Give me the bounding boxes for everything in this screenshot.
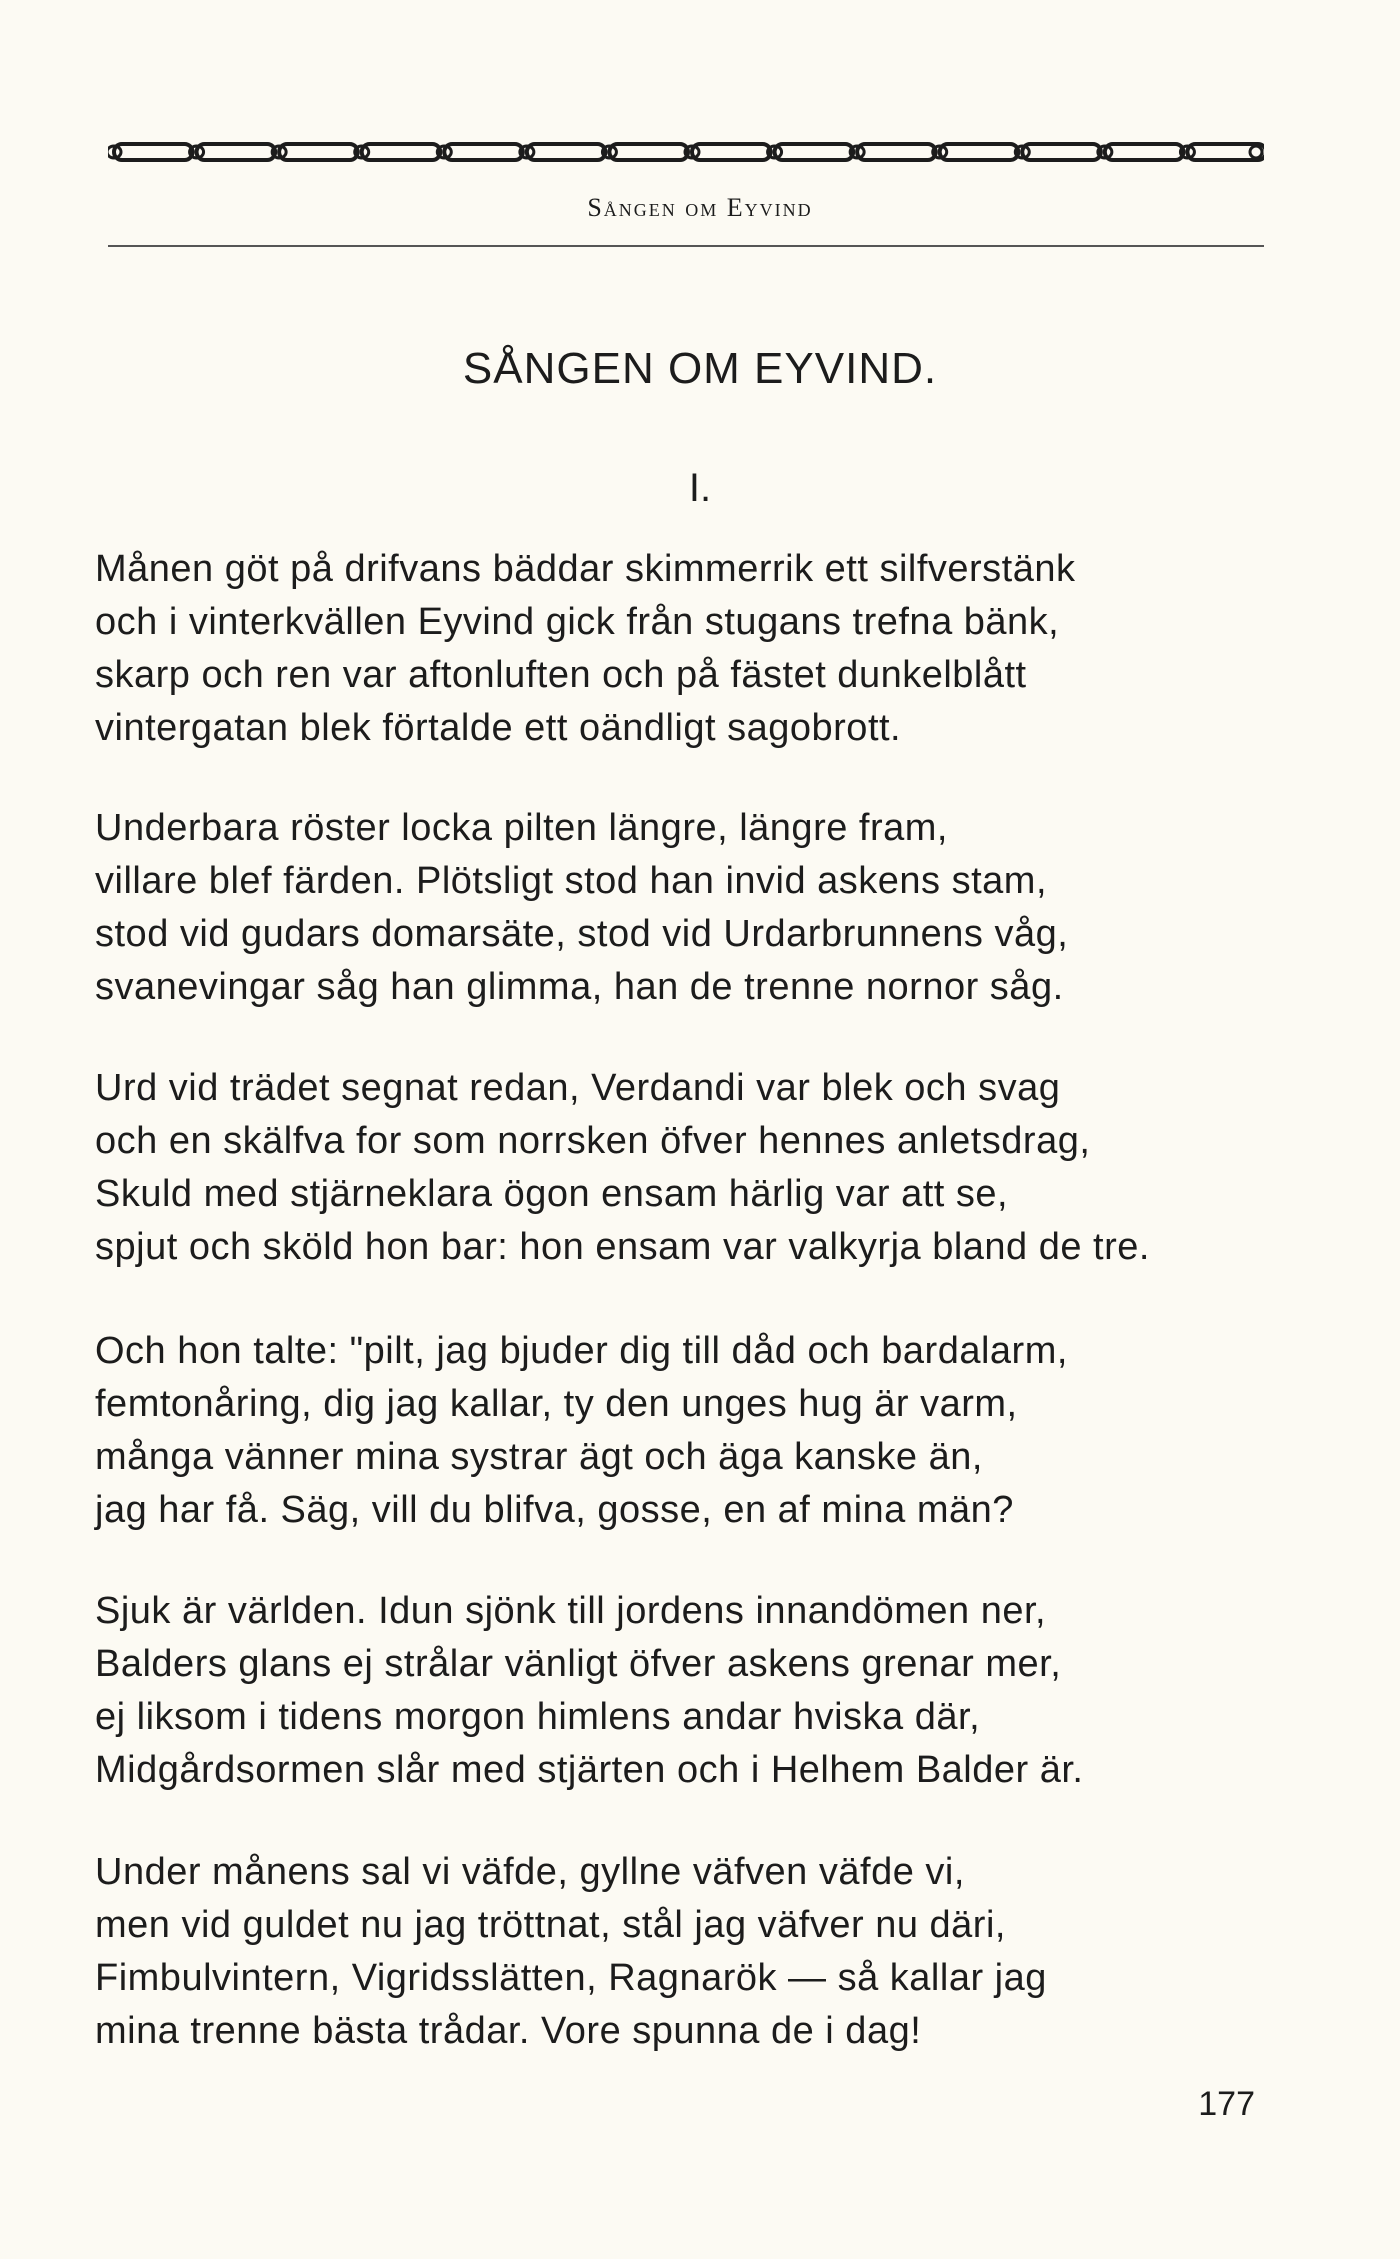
page-number: 177 — [1198, 2085, 1255, 2123]
stanza-4 — [95, 1325, 1275, 1537]
stanza-5 — [95, 1585, 1275, 1797]
verse-line: svanevingar såg han glimma, han de trenne nornor såg. — [95, 966, 1064, 1008]
stanza-3 — [95, 1062, 1275, 1274]
verse-line: men vid guldet nu jag tröttnat, stål jag väfver nu däri, — [95, 1904, 1006, 1946]
chain-ornament — [108, 138, 1264, 166]
chain-link — [1022, 144, 1101, 160]
verse-line: många vänner mina systrar ägt och äga kanske än, — [95, 1436, 983, 1478]
stanza-1 — [95, 543, 1275, 755]
verse-line: villare blef färden. Plötsligt stod han invid askens stam, — [95, 860, 1048, 902]
chain-link — [279, 144, 358, 160]
poem-title: SÅNGEN OM EYVIND. — [462, 344, 938, 393]
chain-link — [940, 144, 1019, 160]
verse-line: Urd vid trädet segnat redan, Verdandi var blek och svag — [95, 1067, 1061, 1109]
verse-line: skarp och ren var aftonluften och på fästet dunkelblått — [95, 654, 1027, 696]
header-rule — [108, 245, 1264, 247]
chain-ring — [1250, 146, 1262, 158]
chain-link — [1105, 144, 1184, 160]
verse-line: Och hon talte: "pilt, jag bjuder dig till dåd och bardalarm, — [95, 1330, 1068, 1372]
verse-line: jag har få. Säg, vill du blifva, gosse, en af mina män? — [95, 1489, 1014, 1531]
chain-link — [692, 144, 771, 160]
verse-line: spjut och sköld hon bar: hon ensam var valkyrja bland de tre. — [95, 1226, 1150, 1268]
verse-line: och i vinterkvällen Eyvind gick från stugans trefna bänk, — [95, 601, 1060, 643]
stanza-6 — [95, 1846, 1275, 2058]
verse-line: Månen göt på drifvans bäddar skimmerrik ett silfverstänk — [95, 548, 1076, 590]
chain-link — [197, 144, 276, 160]
verse-line: mina trenne bästa trådar. Vore spunna de i dag! — [95, 2010, 922, 2052]
verse-line: vintergatan blek förtalde ett oändligt sagobrott. — [95, 707, 902, 749]
chain-link — [444, 144, 523, 160]
verse-line: Under månens sal vi väfde, gyllne väfven väfde vi, — [95, 1851, 965, 1893]
verse-line: femtonåring, dig jag kallar, ty den unges hug är varm, — [95, 1383, 1018, 1425]
chain-link — [527, 144, 606, 160]
chain-link — [362, 144, 441, 160]
verse-line: och en skälfva for som norrsken öfver hennes anletsdrag, — [95, 1120, 1091, 1162]
verse-line: stod vid gudars domarsäte, stod vid Urdarbrunnens våg, — [95, 913, 1069, 955]
chain-link — [857, 144, 936, 160]
chain-link — [609, 144, 688, 160]
verse-line: Midgårdsormen slår med stjärten och i Helhem Balder är. — [95, 1749, 1084, 1791]
verse-line: Sjuk är världen. Idun sjönk till jordens innandömen ner, — [95, 1590, 1047, 1632]
verse-line: Underbara röster locka pilten längre, längre fram, — [95, 807, 948, 849]
verse-line: ej liksom i tidens morgon himlens andar hviska där, — [95, 1696, 981, 1738]
verse-line: Balders glans ej strålar vänligt öfver askens grenar mer, — [95, 1643, 1062, 1685]
chain-link — [775, 144, 854, 160]
chain-link — [114, 144, 193, 160]
verse-line: Skuld med stjärneklara ögon ensam härlig var att se, — [95, 1173, 1009, 1215]
verse-line: Fimbulvintern, Vigridsslätten, Ragnarök — så kallar jag — [95, 1957, 1047, 1999]
stanza-2 — [95, 802, 1275, 1014]
section-number: I. — [688, 466, 712, 510]
running-head: Sången om Eyvind — [587, 193, 813, 222]
